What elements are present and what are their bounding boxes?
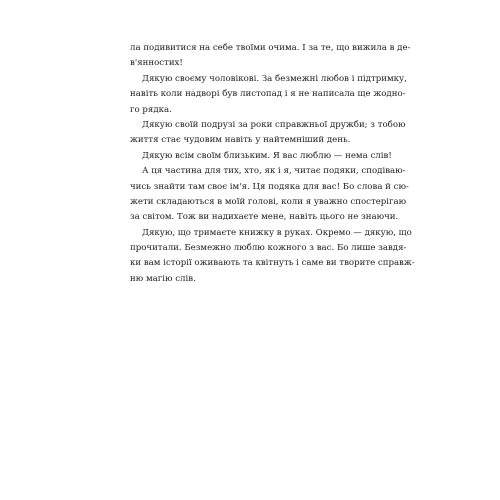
text-line: чись знайти там своє ім'я. Ця подяка для вас! Бо слова й сю- <box>130 181 409 192</box>
text-line: ню магію слів. <box>130 273 196 284</box>
text-line: прочитали. Безмежно люблю кожного з вас. Бо лише завдя- <box>130 243 407 254</box>
text-line: го рядка. <box>130 104 172 115</box>
text-line: навіть коли надворі був листопад і я не написала ще жодно- <box>130 89 406 100</box>
text-line: ла подивитися на себе твоїми очима. І за те, що вижила в де- <box>130 43 411 53</box>
text-line: Дякую, що тримаєте книжку в руках. Окремо — дякую, що <box>142 227 412 238</box>
text-line: жети складаються в моїй голові, коли я уважно спостерігаю <box>130 196 407 207</box>
text-line: Дякую всім своїм близьким. Я вас люблю — нема слів! <box>142 150 392 161</box>
text-line: ки вам історії оживають та квітнуть і саме ви творите справж- <box>130 258 415 269</box>
text-line: А ця частина для тих, хто, як і я, читає подяки, сподіваю- <box>142 166 406 177</box>
text-line: за світом. Тож ви надихаєте мене, навіть цього не знаючи. <box>130 212 399 223</box>
text-line: в'янностих! <box>130 58 183 69</box>
text-line: Дякую своєму чоловікові. За безмежні любов і підтримку, <box>142 73 407 84</box>
text-line: життя стає чудовим навіть у найтемніший день. <box>130 135 351 146</box>
text-line: Дякую своїй подрузі за роки справжньої дружби; з тобою <box>142 119 406 130</box>
acknowledgements-text <box>130 41 415 287</box>
